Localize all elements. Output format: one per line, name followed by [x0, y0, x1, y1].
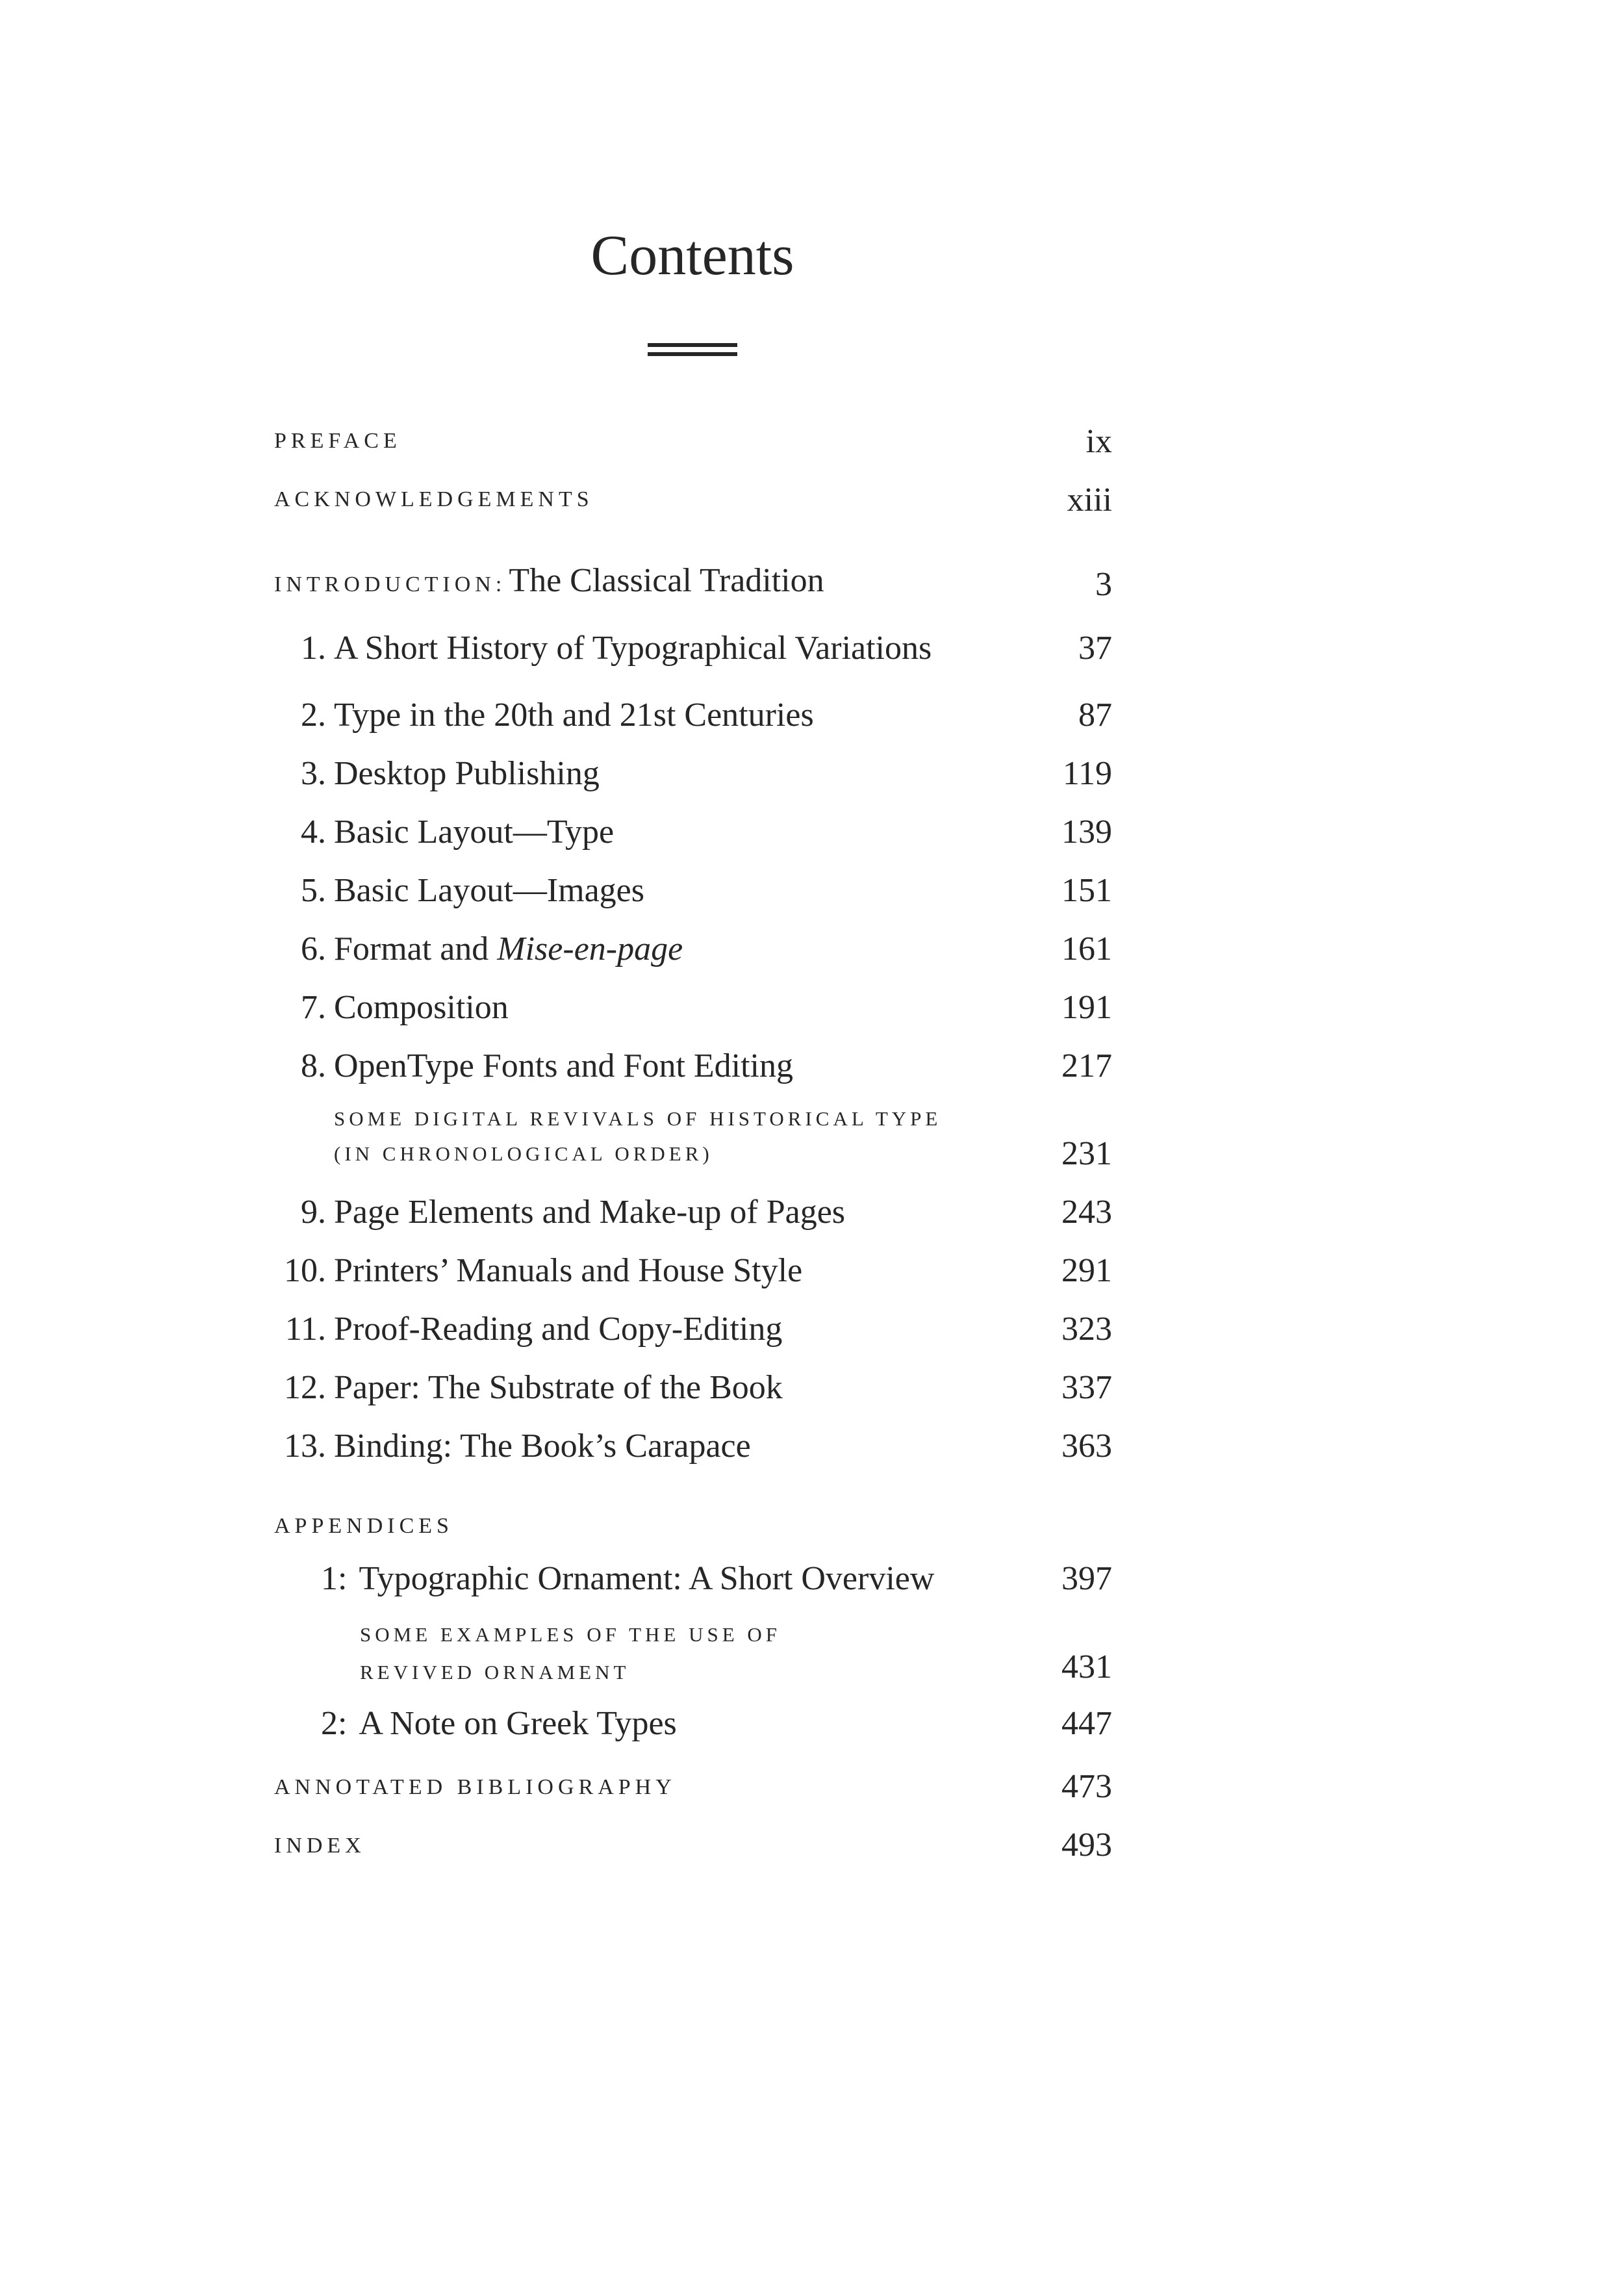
page-title: Contents: [590, 224, 794, 287]
title-rule-top: [648, 343, 737, 347]
title-rule-bottom: [648, 352, 737, 356]
contents-page: Contents PREFACE ix ACKNOWLEDGEMENTS xiii INTRODUCTION: The Classical Tradition 3 1. A Short History of Typographical Variations 37 2. Type in the 20th and 21st Centuries 87 3. Desktop Publishing 119 4. Basic Layout—Type 139 5. Basic Layout—Images 151 6. Format and Mise-en-page 161 7. Composition 191 8. OpenType Fonts and Font Editing 217 SOME DIGITAL REVIVALS OF HISTORICAL TYPE (IN CHRONOLOGICAL ORDER) 231 9. Page Elements and Make-up of Pages 243 10. Printers’ Manuals and House Style 291 11. Proof-Reading and Copy-Editing 323 12. Paper: The Substrate of the Book 337 13. Binding: The Book’s Carapace 363 APPENDICES 1: Typographic Ornament: A Short Overview 397 SOME EXAMPLES OF THE USE OF REVIVED ORNAMENT 431 2: A Note on Greek Types 447 ANNOTATED BIBLIOGRAPHY 473 INDEX 493: [0, 0, 1624, 2293]
